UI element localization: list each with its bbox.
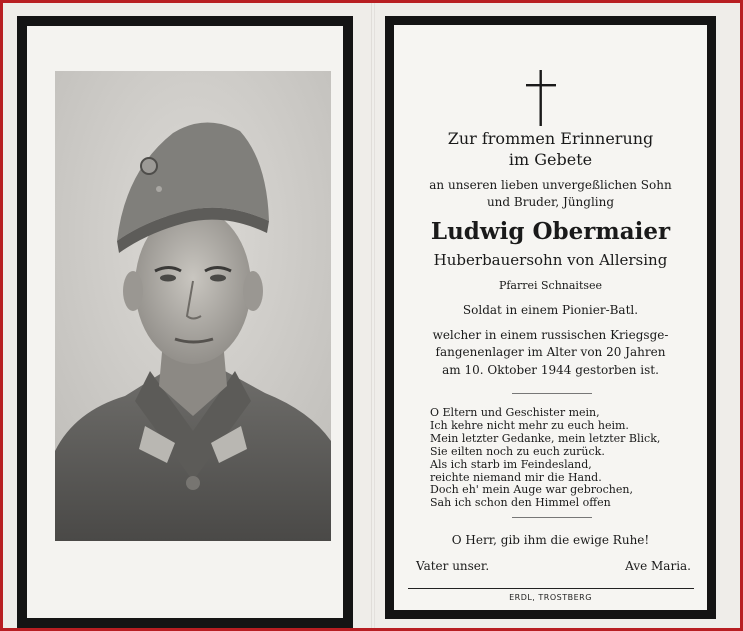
bottom-rule <box>408 588 694 589</box>
poem-line: Mein letzter Gedanke, mein letzter Blick, <box>430 431 661 445</box>
heading-line-1: Zur frommen Erinnerung <box>447 129 654 148</box>
rank-line: Soldat in einem Pionier-Batl. <box>462 303 639 317</box>
origin-line: Huberbauersohn von Allersing <box>433 251 668 269</box>
parish-line: Pfarrei Schnaitsee <box>498 279 603 292</box>
poem-line: Als ich starb im Feindesland, <box>430 457 592 471</box>
right-panel-frame <box>385 16 716 619</box>
death-line-3: am 10. Oktober 1944 gestorben ist. <box>442 363 659 377</box>
memorial-card <box>3 3 740 628</box>
printer-imprint: ERDL, TROSTBERG <box>509 593 592 602</box>
heading-line-2: im Gebete <box>508 150 593 169</box>
soldier-portrait-photo <box>55 71 331 541</box>
poem-line: Doch eh' mein Auge war gebrochen, <box>430 483 633 497</box>
prayer-vater-unser: Vater unser. <box>416 559 490 573</box>
divider-bottom <box>512 517 592 518</box>
card-fold <box>371 3 375 628</box>
prayer-ave-maria: Ave Maria. <box>625 559 691 573</box>
divider-top <box>512 393 592 394</box>
poem-line: O Eltern und Geschister mein, <box>430 406 600 419</box>
poem-line: Ich kehre nicht mehr zu euch heim. <box>430 418 629 432</box>
poem-line: Sah ich schon den Himmel offen <box>430 496 611 510</box>
intro-line-1: an unseren lieben unvergeßlichen Sohn <box>429 178 672 192</box>
death-line-2: fangenenlager im Alter von 20 Jahren <box>435 345 666 359</box>
prayer-line: O Herr, gib ihm die ewige Ruhe! <box>451 533 650 547</box>
deceased-name: Ludwig Obermaier <box>430 218 671 245</box>
poem-line: Sie eilten noch zu euch zurück. <box>430 444 605 458</box>
intro-line-2: und Bruder, Jüngling <box>486 195 615 209</box>
cross-icon <box>524 70 558 126</box>
death-line-1: welcher in einem russischen Kriegsge- <box>432 328 669 342</box>
memorial-poem <box>430 407 700 510</box>
poem-line: reichte niemand mir die Hand. <box>430 470 602 484</box>
